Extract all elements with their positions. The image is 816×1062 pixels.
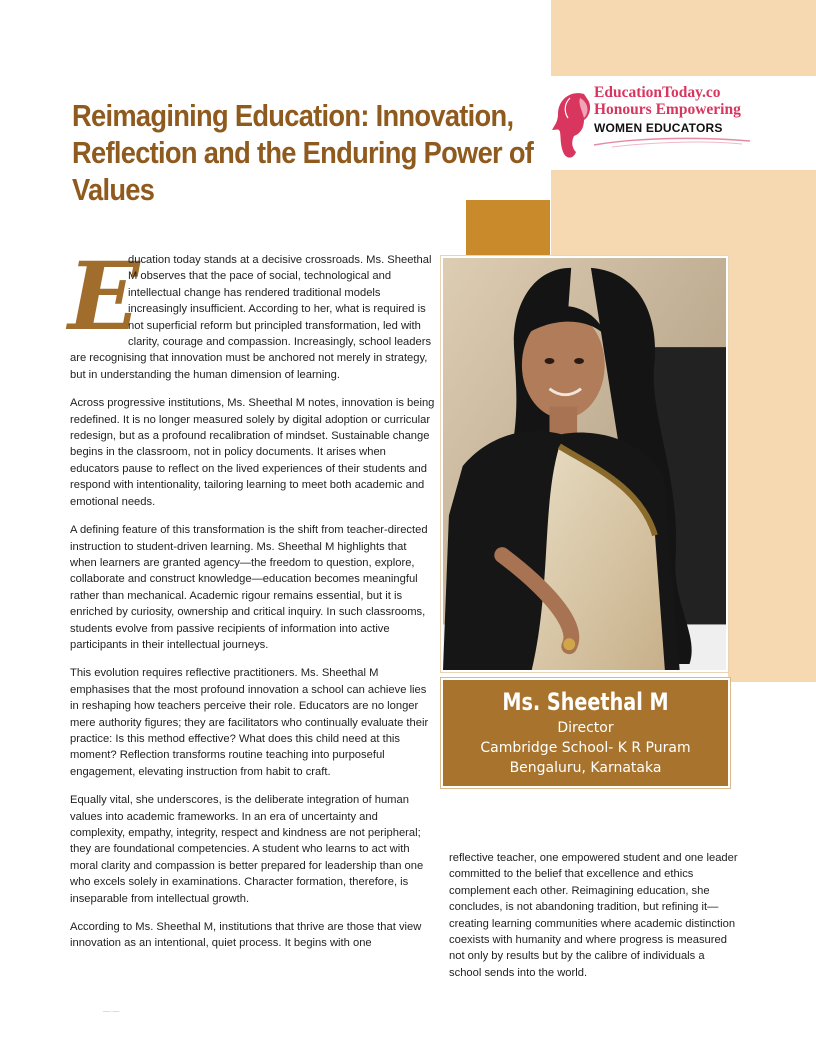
woman-silhouette-icon	[550, 88, 594, 162]
educationtoday-logo	[548, 84, 816, 164]
article-paragraph-4: This evolution requires reflective practitioners. Ms. Sheethal M emphasises that the most profound innovation a school can achieve lies in reshaping how teachers perceive their role. Educators are no longer mere authority figures; they are facilitators who continually evaluate their practice: Is this method effective? What does this child need at this moment? Reflection transforms routine teaching into purposeful engagement, elevating instruction from habit to craft.	[70, 667, 429, 778]
article-paragraph-2: Across progressive institutions, Ms. Sheethal M notes, innovation is being redefined. It is no longer measured solely by digital adoption or curricular redesign, but as a profound recalibration of mindset. Sustainable change begins in the classroom, not in policy documents. It arises when educators pause to reflect on the lived experiences of their students and respond with intentionality, tailoring learning to meet both academic and emotional needs.	[70, 397, 435, 508]
decorative-beige-block-top	[551, 0, 816, 76]
logo-line-1: EducationToday.co	[594, 84, 721, 101]
profile-card	[441, 678, 730, 788]
article-paragraph-5: Equally vital, she underscores, is the deliberate integration of human values into academic frameworks. In an era of uncertainty and complexity, empathy, integrity, respect and kindness are not peripheral; they are foundational competencies. A student who learns to act with moral clarity and compassion is better prepared for leadership than one who excels solely in examinations. Character formation, therefore, is inseparable from intellectual growth.	[70, 794, 424, 905]
article-column-left	[68, 242, 435, 964]
decorative-beige-block-side	[728, 262, 816, 682]
decorative-gold-square	[466, 200, 550, 256]
logo-swoosh	[592, 135, 752, 149]
article-paragraph-1	[68, 242, 435, 383]
logo-line-3: WOMEN EDUCATORS	[594, 121, 723, 135]
profile-location: Bengaluru, Karnataka	[509, 760, 662, 776]
article-title: Reimagining Education: Innovation, Reflection and the Enduring Power of Values	[72, 98, 534, 207]
article-paragraph-1-text: ducation today stands at a decisive crossroads. Ms. Sheethal M observes that the pace of social, technological and intellectual change has rendered traditional models increasingly insufficient. According to her, what is required is not superficial reform but principled transformation, led with clarity, courage and compassion. Increasingly, school leaders are recognising that innovation must be anchored not merely in strategy, but in understanding the human dimension of learning.	[70, 254, 432, 381]
profile-name: Ms. Sheethal M	[502, 688, 669, 716]
decorative-beige-block-middle	[551, 170, 816, 262]
profile-organization: Cambridge School- K R Puram	[480, 740, 691, 756]
profile-role: Director	[557, 720, 614, 736]
drop-cap: E	[68, 242, 140, 352]
article-paragraph-3: A defining feature of this transformation is the shift from teacher-directed instruction to student-driven learning. Ms. Sheethal M highlights that when learners are granted agency—the freedom to question, explore, collaborate and construct knowledge—education becomes meaningful rather than mechanical. Academic rigour remains essential, but it is enriched by curiosity, ownership and critical inquiry. In such classrooms, students evolve from passive recipients of information into active participants in their intellectual journeys.	[70, 524, 428, 651]
article-column-right	[449, 850, 739, 981]
article-paragraph-6: According to Ms. Sheethal M, institutions that thrive are those that view innovation as an intentional, quiet process. It begins with one	[70, 921, 422, 950]
article-paragraph-7: reflective teacher, one empowered student and one leader committed to the belief that excellence and ethics complement each other. Reimagining education, she concludes, is not abandoning tradition, but refining it—creating learning communities where academic distinction coexists with humanity and where progress is measured not only by results but by the calibre of individuals a school sends into the world.	[449, 852, 738, 979]
logo-line-2: Honours Empowering	[594, 101, 741, 118]
footer-mark: —·—	[103, 1008, 120, 1015]
profile-photo	[441, 256, 728, 672]
